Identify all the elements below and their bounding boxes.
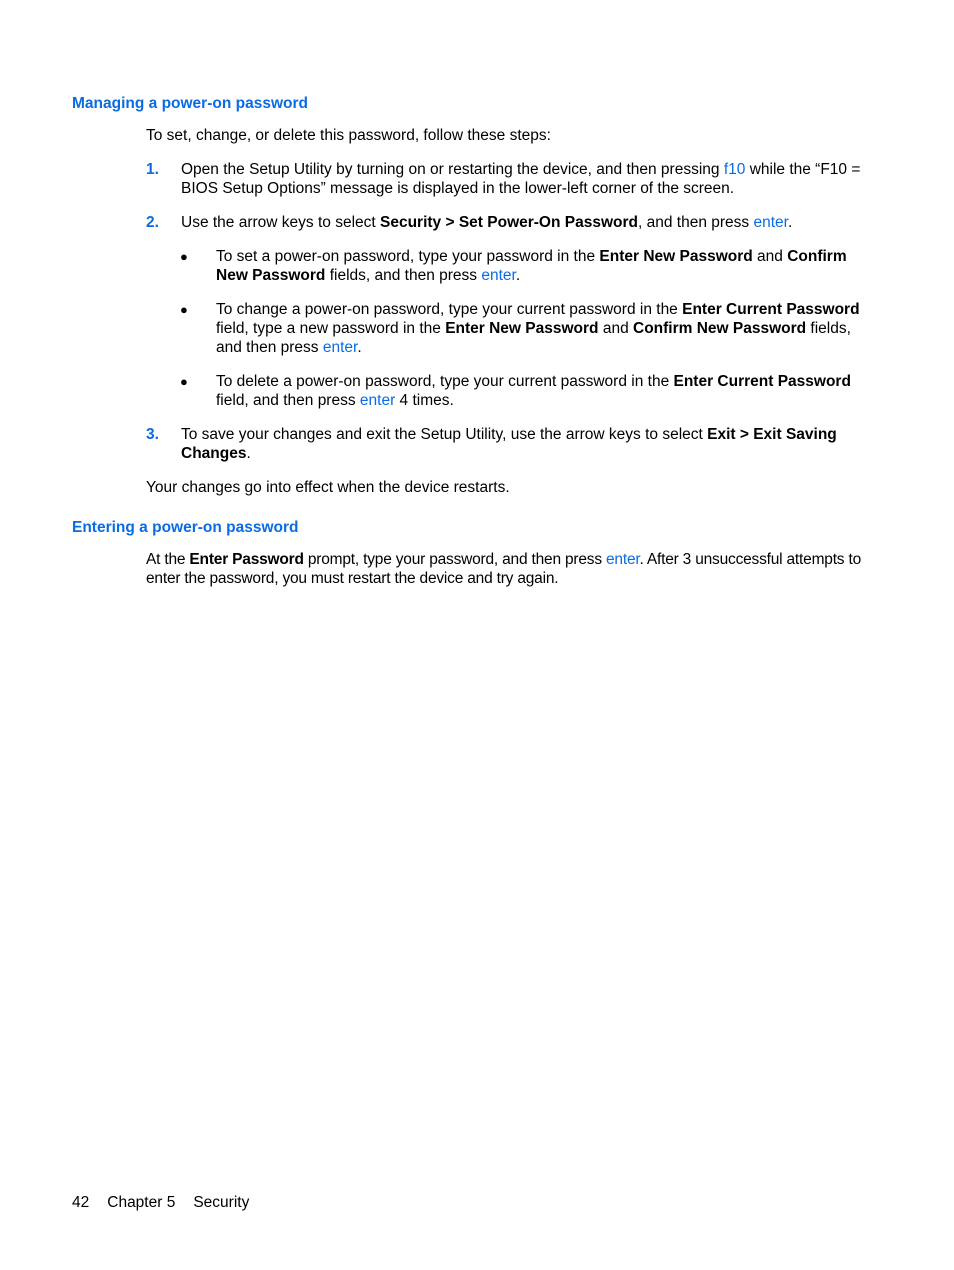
key-enter: enter	[481, 267, 516, 284]
text-run: To set a power-on password, type your password in the	[216, 248, 600, 265]
text-run: .	[515, 267, 521, 284]
bullet-icon: ●	[180, 249, 188, 264]
step-1	[146, 160, 870, 198]
text-run: and	[598, 320, 633, 337]
bullet-text	[216, 372, 871, 410]
text-run: Open the Setup Utility by turning on or restarting the device, and then pressing	[181, 161, 724, 178]
bold-term: Confirm New Password	[633, 320, 807, 337]
text-run: field, and then press	[216, 392, 360, 409]
bold-term: Enter Current Password	[673, 373, 851, 390]
text-run: prompt, type your password, and then press	[303, 551, 606, 568]
key-enter: enter	[322, 339, 358, 356]
bullet-icon: ●	[180, 302, 188, 317]
step-text	[181, 213, 871, 232]
key-enter: enter	[606, 551, 640, 568]
step-3	[146, 425, 870, 463]
text-run: To save your changes and exit the Setup Utility, use the arrow keys to select	[181, 426, 708, 443]
bullet-item-change	[180, 300, 870, 357]
step-text	[181, 425, 871, 463]
page-number: 42	[72, 1194, 90, 1211]
entering-paragraph	[146, 550, 870, 588]
page-footer	[72, 1193, 267, 1212]
text-run: At the	[146, 551, 190, 568]
bold-term: Exit > Exit Saving Changes	[181, 426, 837, 462]
bold-term: Confirm New Password	[216, 248, 847, 284]
bullet-text	[216, 247, 871, 285]
text-run: .	[787, 214, 793, 231]
section-heading-entering: Entering a power-on password	[72, 519, 299, 536]
text-run: while the “F10 = BIOS Setup Options” message is displayed in the lower-left corner of the screen.	[181, 161, 861, 197]
step-number: 3.	[146, 426, 159, 443]
step-number: 2.	[146, 214, 159, 231]
bold-term: Enter Current Password	[682, 301, 860, 318]
text-run: To delete a power-on password, type your current password in the	[216, 373, 674, 390]
text-run: 4 times.	[395, 392, 454, 409]
bold-term: Enter New Password	[599, 248, 753, 265]
intro-paragraph: To set, change, or delete this password, follow these steps:	[146, 127, 551, 144]
text-run: Use the arrow keys to select	[181, 214, 380, 231]
step-2	[146, 213, 870, 232]
key-enter: enter	[359, 392, 396, 409]
text-run: and	[752, 248, 788, 265]
text-run: fields, and then press	[216, 320, 851, 356]
step-text	[181, 160, 871, 198]
bullet-item-set	[180, 247, 870, 285]
section-heading-managing: Managing a power-on password	[72, 95, 308, 112]
text-run: fields, and then press	[325, 267, 482, 284]
bullet-item-delete	[180, 372, 870, 410]
chapter-title: Security	[193, 1194, 250, 1211]
text-run: .	[246, 445, 251, 462]
chapter-label: Chapter 5	[107, 1194, 176, 1211]
text-run: . After 3 unsuccessful attempts to enter the password, you must restart the device and try again.	[146, 551, 861, 587]
step-number: 1.	[146, 161, 159, 178]
text-run: .	[357, 339, 362, 356]
bullet-text	[216, 300, 871, 357]
bold-term: Enter Password	[189, 551, 304, 568]
text-run: , and then press	[638, 214, 754, 231]
bold-term: Enter New Password	[445, 320, 599, 337]
closing-paragraph: Your changes go into effect when the device restarts.	[146, 479, 510, 496]
key-f10: f10	[723, 161, 746, 178]
text-run: field, type a new password in the	[216, 320, 446, 337]
bold-term: Security > Set Power-On Password	[380, 214, 638, 231]
key-enter: enter	[753, 214, 788, 231]
bullet-icon: ●	[180, 374, 188, 389]
text-run: To change a power-on password, type your current password in the	[216, 301, 683, 318]
